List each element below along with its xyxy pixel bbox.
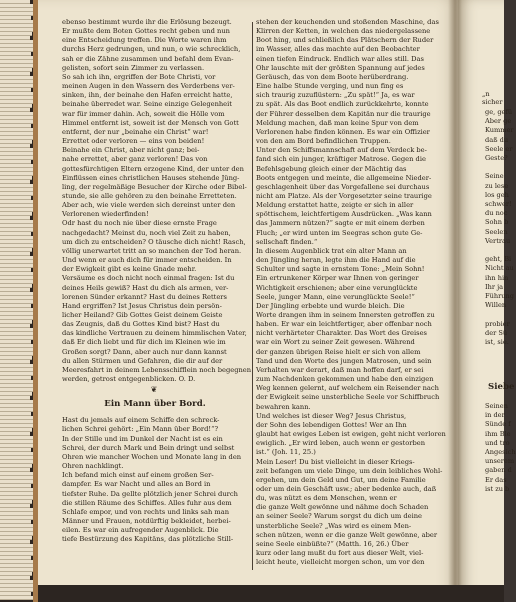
text-line: zu spät. Als das Boot endlich zurückkehrte, konnte: [256, 100, 429, 109]
text-line: die stillen Räume des Schiffes. Alles fuhr aus dem: [62, 498, 232, 507]
text-line-fragment: [485, 163, 509, 172]
text-line: fand sich ein junger, kräftiger Matrose. Gegen die: [256, 155, 426, 164]
text-line: In der Stille und im Dunkel der Nacht ist es ein: [62, 434, 223, 443]
text-line-fragment: Nicht au: [485, 264, 514, 273]
text-line-fragment: Führung: [485, 292, 514, 301]
text-line-fragment: Kummer: [485, 126, 514, 135]
text-line: sah er die Zähne zusammen und befahl dem Evan-: [62, 54, 234, 63]
text-line: In diesem Augenblick trat ein alter Mann an: [256, 246, 407, 255]
right-page-top-line: „n sicher: [482, 90, 503, 106]
text-line: Verlorenen wiederfinden!: [62, 210, 149, 219]
text-line: der Sohn des lebendigen Gottes! Wer an Ihn: [256, 420, 407, 429]
text-line-fragment: in der: [485, 411, 505, 420]
text-line-fragment: Willen: [485, 301, 507, 310]
text-line: der Führer desselben dem Kapitän nur die traurige: [256, 109, 431, 118]
text-line: zum Nachdenken gekommen und habe den einzigen: [256, 375, 434, 384]
text-line: unsterbliche Seele? „Was wird es einem Men-: [256, 521, 412, 530]
text-line: bewahren kann.: [256, 402, 311, 411]
text-line: werden, getrost entgegenblicken. O. D.: [62, 375, 196, 384]
right-text-fragment-b: [485, 402, 516, 494]
text-line: Geräusch, das von dem Boote herüberdrang.: [256, 72, 409, 81]
text-line: Meldung erstattet hatte, zeigte er sich in aller: [256, 201, 414, 210]
text-line: Der Jüngling erbebte und wurde bleich. Die: [256, 301, 405, 310]
section-heading: Ein Mann über Bord.: [104, 399, 206, 410]
text-line: Aber ach, wie viele werden sich dereinst unter den: [62, 201, 236, 210]
text-line: Worte drangen ihm in seinem Innersten getroffen zu: [256, 311, 435, 319]
text-line: ewiglich. „Er wird leben, auch wenn er gestorben: [256, 439, 426, 448]
text-line-fragment: gaben d: [485, 466, 512, 475]
text-line: So sah ich ihn, ergriffen der Bote Christi, vor: [62, 72, 216, 81]
text-line: meinen Augen in den Wassern des Verderbens ver-: [62, 82, 235, 91]
text-line: Großen sorgt? Dann, aber auch nur dann kannst: [62, 347, 227, 356]
text-line: Versäume es doch nicht noch einmal fragen: Ist du: [62, 274, 235, 283]
text-line-fragment: Angesich: [485, 448, 516, 457]
text-line-fragment: geht, Bi: [485, 255, 512, 264]
left-column-paragraphs-b: [62, 416, 248, 544]
text-line: lichen Schrei gehört: „Ein Mann über Bord!“?: [62, 425, 219, 434]
text-line-fragment: ihn hin: [485, 273, 509, 282]
text-line: der ganzen übrigen Reise hielt er sich von allem: [256, 347, 421, 356]
text-line: Seele, junger Mann, eine verunglückte Seele!“: [256, 292, 415, 301]
text-line: an seiner Seele? Warum sorgst du dich um deine: [256, 512, 422, 521]
text-line: stehen der keuchenden und stoßenden Maschine, das: [256, 18, 439, 26]
text-line: einen tiefen Eindruck. Endlich war alles still. Das: [256, 54, 424, 63]
text-line: Weg kennen gelernt, auf welchem ein Reisender nach: [256, 384, 439, 393]
text-line-fragment: daß du: [485, 135, 509, 144]
text-line: Meeresfahrt in deinem Lebensschifflein noch begegnen: [62, 365, 252, 374]
text-line-fragment: ihm Ble: [485, 429, 511, 438]
text-line: die ganze Welt gewönne und nähme doch Schaden: [256, 503, 429, 512]
text-line: gottesfürchtigen Eltern erzogene Kind, der unter den: [62, 164, 244, 173]
text-line: Schrei, der durch Mark und Bein dringt und selbst: [62, 443, 235, 452]
text-line-fragment: zu lese: [485, 181, 509, 190]
text-line: sellschaft finden.“: [256, 237, 318, 246]
text-line: entfernt, der nur „beinahe ein Christ“ war!: [62, 127, 209, 136]
text-line: Mein Leser! Du bist vielleicht in dieser Kriegs-: [256, 457, 415, 466]
text-line: durchs Herz gedrungen, und nun, o wie schrecklich,: [62, 45, 241, 54]
text-line-fragment: los geh: [485, 190, 509, 199]
text-line: den Jüngling heran, legte ihm die Hand auf die: [256, 256, 416, 265]
text-line: Errettet oder verloren — eins von beiden!: [62, 137, 205, 146]
text-line-fragment: Vertrau: [485, 236, 511, 245]
text-line: Männer und Frauen, notdürftig bekleidet, herbei-: [62, 516, 231, 525]
text-line: Und welches ist dieser Weg? Jesus Christus,: [256, 411, 407, 420]
text-line: sinken, ihn, der beinahe den Hafen erreicht hatte,: [62, 91, 233, 100]
text-line: geschlagenheit über das Vorgefallene sei durchaus: [256, 182, 430, 191]
text-line: leicht heute, vielleicht morgen schon, um vor den: [256, 558, 425, 567]
bottom-shadow: [38, 585, 504, 602]
text-line: tiefe Bestürzung des Kapitäns, das plötzliche Still-: [62, 535, 234, 544]
text-line: licher Heiland? Gib Gottes Geist deinem Geiste: [62, 311, 223, 319]
text-line-fragment: [485, 310, 509, 319]
text-line: ebenso bestimmt wurde ihr die Erlösung bezeugt.: [62, 18, 232, 26]
text-line-fragment: Aber ge: [485, 117, 512, 126]
text-line: lorenen Sünder erkannt? Hast du deines Retters: [62, 292, 227, 301]
text-line: Er mußte dem Boten Gottes recht geben und nun: [62, 27, 230, 36]
text-line: Beinahe ein Christ, aber nicht ganz; bei-: [62, 146, 200, 155]
text-line: Befehlsgebung gleich einer der Mächtig das: [256, 164, 407, 173]
text-line: der Ewigkeit seine unsterbliche Seele vor Schiffbruch: [256, 393, 440, 402]
text-line-fragment: unserem: [485, 457, 515, 466]
text-line: nachgedacht? Meinst du, noch viel Zeit zu haben,: [62, 228, 231, 237]
text-line: Unter den Schiffsmannschaft auf dem Verdeck be-: [256, 146, 427, 155]
text-line: Ohr lauschte mit der größten Spannung auf jedes: [256, 63, 425, 72]
text-line: Verlorenen habe finden können. Es war ein Offizier: [256, 127, 430, 136]
text-line: Eine halbe Stunde verging, und nun fing es: [256, 82, 404, 91]
text-line: ling, der regelmäßige Besucher der Kirche oder Bibel-: [62, 182, 247, 191]
text-line: seine Seele einbüßte?“ (Matth. 16, 26.) Über: [256, 539, 409, 548]
text-line: Odr hast du noch nie über diese ernste Frage: [62, 219, 217, 228]
text-line: das kindliche Vertrauen zu deinem himmlischen Vater,: [62, 329, 247, 338]
text-line-fragment: Sünde f: [485, 420, 511, 429]
text-line-fragment: ist, sie.: [485, 338, 509, 347]
text-line: ergehen, um dein Geld und Gut, um deine Familie: [256, 475, 426, 484]
text-line: gelisten, sofort sein Zimmer zu verlassen.: [62, 63, 205, 72]
text-line: Hast du jemals auf einem Schiffe den schreck-: [62, 416, 220, 425]
text-line: Klirren der Ketten, in welchen das niedergelassene: [256, 27, 431, 36]
text-line: Boot hing, und schließlich das Plätschern der Ruder: [256, 36, 434, 45]
middle-text-column: [256, 18, 446, 567]
text-line: völlig unerwartet tritt an so manchen der Tod heran.: [62, 246, 242, 255]
text-line-fragment: Ihr ja: [485, 282, 504, 291]
text-line: du, was nützt es dem Menschen, wenn er: [256, 494, 397, 503]
text-line: deines Heils gewiß? Hast du dich als armen, ver-: [62, 283, 229, 292]
text-line: Tand und den Worte des jungen Matrosen, und sein: [256, 356, 432, 365]
text-line: Meldung machen, daß man keine Spur von dem: [256, 118, 419, 127]
text-line-fragment: ge, gefü: [485, 108, 513, 116]
text-line: um dich zu entscheiden? O täusche dich nicht! Rasch,: [62, 237, 246, 246]
text-line: spöttischem, leichtfertigem Ausdrücken. „Was kann: [256, 210, 432, 219]
text-line: Einflüssen eines christlichen Hauses stehende Jüng-: [62, 173, 240, 182]
text-line: haben. Er war ein leichtfertiger, aber offenbar noch: [256, 320, 432, 329]
text-line: der Ewigkeit gibt es keine Gnade mehr.: [62, 265, 197, 274]
right-text-fragment: [485, 108, 514, 347]
text-line: Wichtigkeit erschienen; aber eine verunglückte: [256, 283, 418, 292]
column-rule: [252, 22, 253, 570]
text-line: glaubt hat ewiges Leben ist ewigen, geht nicht verloren: [256, 430, 446, 439]
text-line: beinahe überredet war. Seine einzige Gelegenheit: [62, 100, 232, 109]
text-line: nicht am Platze. Als der Vorgesetzter seine traurige: [256, 191, 432, 200]
text-line-fragment: der Sü: [485, 328, 508, 337]
text-line: Schulter und sagte in ernstem Tone: „Mein Sohn!: [256, 265, 425, 274]
text-line: kurz oder lang mußt du fort aus dieser Welt, viel-: [256, 549, 424, 558]
text-line: tiefster Ruhe. Da gellte plötzlich jener Schrei durch: [62, 489, 238, 498]
text-line: Hand ergriffen? Ist Jesus Christus dein persön-: [62, 301, 222, 310]
text-line: war für immer dahin. Ach, soweit die Hölle vom: [62, 109, 225, 118]
text-line: war ein Wort zu seiner Zeit gewesen. Während: [256, 338, 415, 347]
text-line: das Jammern nützen?“ sagte er mit einem derben: [256, 219, 425, 228]
text-line: stunde, sie alle gehören zu den beinahe Erretteten.: [62, 191, 237, 200]
text-line: eilen. Es war ein aufregender Augenblick. Die: [62, 526, 219, 535]
text-line: Verhalten war derart, daß man hoffen darf, er sei: [256, 365, 424, 374]
text-line-fragment: [485, 246, 509, 255]
text-line-fragment: Geste?: [485, 154, 508, 163]
text-line-fragment: Seelen: [485, 227, 508, 236]
text-line: das Zeugnis, daß du Gottes Kind bist? Hast du: [62, 320, 220, 329]
text-line-fragment: und tro: [485, 438, 510, 447]
text-line: dampfer. Es war Nacht und alles an Bord in: [62, 480, 211, 489]
text-line: sich traurig zuzuflüstern: „Zu spät!“ Ja, es war: [256, 91, 415, 100]
middle-column-paragraphs: [256, 18, 446, 567]
text-line: eine Entscheidung treffen. Die Worte waren ihm: [62, 36, 227, 45]
text-line-fragment: Seine: [485, 172, 504, 181]
text-line-fragment: du noc: [485, 209, 508, 218]
text-line: zeit befangen um viele Dinge, um dein leibliches Wohl-: [256, 466, 443, 475]
text-line: schen nützen, wenn er die ganze Welt gewönne, aber: [256, 530, 438, 539]
text-line: Ohren nachklingt.: [62, 462, 124, 471]
text-line: du allen Stürmen und Gefahren, die dir auf der: [62, 356, 223, 365]
text-line: Und wenn er auch dich für immer entscheiden. In: [62, 256, 232, 265]
left-text-column: [62, 18, 252, 544]
text-line-fragment: Seele er: [485, 144, 513, 153]
text-line: ist.“ (Joh. 11, 25.): [256, 448, 316, 457]
text-line: daß Er dich liebt und für dich im Kleinen wie im: [62, 338, 226, 347]
section-ornament: ❦: [150, 385, 160, 395]
text-line: im Wasser, alles das machte auf den Beobachter: [256, 45, 420, 54]
text-line: oder um dein Geschäft usw.; aber bedenke auch, daß: [256, 484, 437, 493]
right-page-heading: Siebe: [488, 382, 515, 392]
text-line: Ich befand mich einst auf einem großen Ser-: [62, 471, 214, 480]
text-line-fragment: schwer!: [485, 200, 512, 209]
text-line-fragment: Seinen: [485, 402, 508, 410]
text-line: Ein ertrunkener Körper war Ihnen von geringer: [256, 274, 419, 283]
text-line: nahe errettet, aber ganz verloren! Das von: [62, 155, 208, 164]
text-line-fragment: ist zu b: [485, 484, 510, 493]
text-line-fragment: Er das: [485, 475, 507, 484]
text-line: von den am Bord befindlichen Truppen.: [256, 137, 391, 146]
page-gutter: [448, 0, 462, 602]
text-line: Ohren wie mancher Wochen und Monate lang in den: [62, 452, 242, 461]
text-line: Boots entgegen und meinte, die allgemeine Nieder-: [256, 173, 432, 182]
text-line-fragment: probier: [485, 319, 510, 328]
text-line: Schlafe empor, und von rechts und links sah man: [62, 507, 230, 516]
text-line: Himmel entfernt ist, soweit ist der Mensch von Gott: [62, 118, 239, 127]
text-line: nicht verhärteter Charakter. Das Wort des Greises: [256, 329, 427, 338]
text-line: Fluch; „er wird unten im Seegras schon gute Ge-: [256, 228, 423, 237]
text-line-fragment: Sohn b: [485, 218, 509, 227]
left-column-paragraphs-a: [62, 18, 252, 384]
